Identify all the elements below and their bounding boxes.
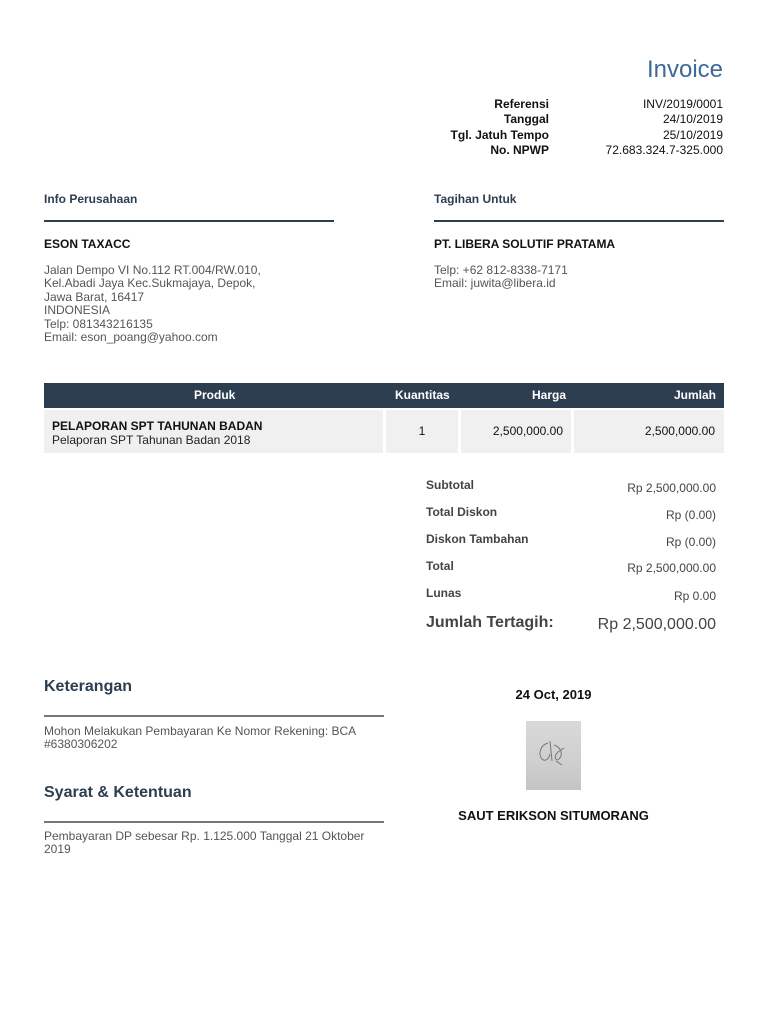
meta-value: 72.683.324.7-325.000 — [605, 143, 723, 158]
summary-label-extra-discount: Diskon Tambahan — [426, 532, 529, 546]
company-line: Telp: 081343216135 — [44, 316, 153, 331]
terms-text — [44, 830, 374, 857]
billto-name: PT. LIBERA SOLUTIF PRATAMA — [434, 237, 616, 251]
summary-label-subtotal: Subtotal — [426, 478, 474, 492]
company-line: Jalan Dempo VI No.112 RT.004/RW.010, — [44, 263, 261, 277]
signature-date: 24 Oct, 2019 — [515, 687, 592, 702]
meta-value: INV/2019/0001 — [642, 97, 723, 111]
summary-label-discount: Total Diskon — [426, 505, 498, 519]
product-name: PELAPORAN SPT TAHUNAN BADAN — [52, 419, 263, 433]
summary-value-total: Rp 2,500,000.00 — [627, 561, 716, 575]
meta-label: Tgl. Jatuh Tempo — [450, 127, 549, 142]
notes-line: Mohon Melakukan Pembayaran Ke Nomor Rekening: BCA — [44, 724, 357, 738]
company-line: INDONESIA — [44, 303, 111, 318]
company-line: Jawa Barat, 16417 — [44, 289, 145, 304]
handwritten-signature-icon — [526, 721, 581, 790]
meta-row-reference — [400, 97, 723, 112]
billto-contact — [434, 264, 568, 291]
amount-due-value: Rp 2,500,000.00 — [597, 616, 716, 633]
terms-line: Pembayaran DP sebesar Rp. 1.125.000 Tanggal 21 Oktober — [44, 829, 365, 843]
cell-price: 2,500,000.00 — [461, 410, 571, 453]
terms-heading: Syarat & Ketentuan — [44, 784, 192, 801]
meta-label: Tanggal — [503, 112, 549, 127]
billto-line: Email: juwita@libera.id — [434, 276, 556, 291]
company-address — [44, 264, 261, 344]
meta-value: 25/10/2019 — [662, 127, 723, 142]
meta-row-date — [400, 112, 723, 127]
terms-line: 2019 — [44, 842, 71, 857]
items-table-header — [44, 383, 724, 408]
company-line: Kel.Abadi Jaya Kec.Sukmajaya, Depok, — [44, 276, 256, 291]
meta-label: No. NPWP — [490, 143, 549, 158]
column-header-price: Harga — [532, 388, 567, 402]
meta-value: 24/10/2019 — [662, 112, 723, 127]
cell-quantity: 1 — [386, 410, 458, 453]
product-description: Pelaporan SPT Tahunan Badan 2018 — [52, 433, 251, 447]
company-line: Email: eson_poang@yahoo.com — [44, 330, 218, 345]
column-header-product: Produk — [194, 388, 236, 402]
billto-heading: Tagihan Untuk — [434, 192, 517, 206]
summary-value-extra-discount: Rp (0.00) — [665, 535, 716, 549]
signature-image — [526, 721, 581, 790]
notes-divider — [44, 715, 384, 717]
billto-line: Telp: +62 812-8338-7171 — [434, 263, 568, 277]
column-header-amount: Jumlah — [673, 388, 716, 402]
company-divider — [44, 220, 334, 222]
cell-amount: 2,500,000.00 — [574, 410, 724, 453]
summary-value-subtotal: Rp 2,500,000.00 — [627, 481, 716, 495]
notes-line: #6380306202 — [44, 737, 118, 752]
terms-divider — [44, 821, 384, 823]
notes-text — [44, 725, 374, 752]
amount-due-label: Jumlah Tertagih: — [426, 614, 554, 631]
meta-label: Referensi — [494, 97, 549, 111]
company-name: ESON TAXACC — [44, 237, 131, 251]
notes-heading: Keterangan — [44, 678, 133, 695]
column-header-quantity: Kuantitas — [395, 388, 450, 402]
company-heading: Info Perusahaan — [44, 192, 138, 206]
invoice-meta — [400, 97, 723, 159]
cell-product — [44, 410, 383, 453]
billto-divider — [434, 220, 724, 222]
summary-value-discount: Rp (0.00) — [665, 508, 716, 522]
summary-label-paid: Lunas — [426, 586, 462, 600]
signatory-name: SAUT ERIKSON SITUMORANG — [458, 808, 649, 823]
meta-row-due-date — [400, 128, 723, 143]
meta-row-npwp — [400, 143, 723, 158]
summary-label-total: Total — [426, 559, 454, 573]
invoice-title: Invoice — [646, 56, 723, 83]
summary-value-paid: Rp 0.00 — [673, 589, 716, 603]
